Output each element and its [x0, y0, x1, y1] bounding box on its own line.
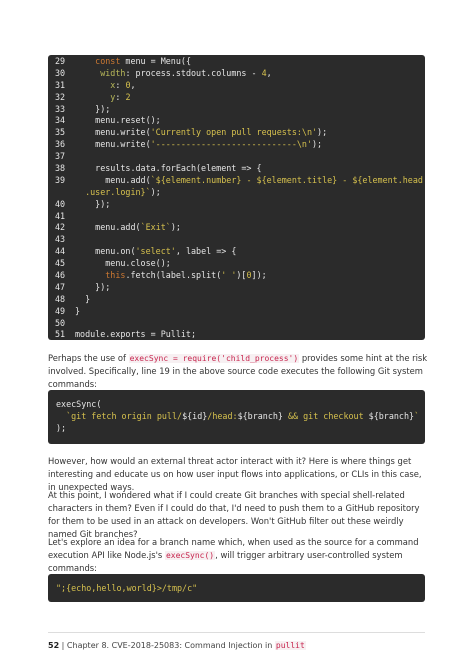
line-number: 46 [55, 270, 66, 281]
page-number: 52 [48, 641, 60, 650]
code-token: '----------------------------\n' [150, 139, 312, 150]
code-token: `Exit` [140, 222, 171, 233]
line-number: 35 [55, 127, 66, 138]
code-token: ${branch} [237, 410, 283, 421]
code-token: menu.write( [75, 127, 151, 138]
paragraph-text: , will trigger arbitrary user-controlled system commands: [48, 550, 403, 573]
paragraph-git-branches: At this point, I wondered what if I could create Git branches with special shell-related characters in them? Even if I could do that, I'd need to push them to a GitHub repository for them to be used in an attack on developers. Won't GitHub filter out these weirdly named Git branches? [48, 490, 420, 539]
code-token: && git checkout [282, 410, 369, 421]
line-number: 37 [55, 151, 66, 162]
code-line [55, 294, 419, 306]
line-number: 32 [55, 91, 66, 102]
code-token: width [100, 67, 126, 78]
code-line [55, 163, 419, 175]
code-token: menu.write( [75, 139, 151, 150]
payload-string: ";{echo,hello,world}>/tmp/c" [56, 583, 198, 593]
code-token: menu.add( [75, 174, 151, 185]
paragraph-text: Let's explore an idea for a branch name which, when used as the source for a command execution API like Node.js's [48, 537, 419, 560]
code-token [75, 270, 105, 280]
code-token: , [266, 67, 272, 78]
code-token: 2 [125, 91, 131, 102]
page-footer [48, 641, 306, 650]
code-line [55, 56, 419, 68]
code-token: module.exports = Pullit; [75, 329, 197, 340]
line-number: 33 [55, 103, 66, 114]
code-token [75, 187, 85, 197]
inline-code: execSync = require('child_process') [129, 354, 299, 363]
code-token: 0 [125, 79, 131, 90]
inline-code: pullit [275, 641, 305, 650]
code-token: }); [75, 103, 111, 114]
paragraph-threat-actor: However, how would an external threat actor interact with it? Here is where things get interesting and educate us on how user input flows into applications, or CLIs in this case, in unexpected ways. [48, 456, 422, 492]
line-number: 36 [55, 139, 66, 150]
line-number: 50 [55, 317, 66, 328]
code-token: this [105, 270, 126, 281]
line-number: 40 [55, 198, 66, 209]
code-line [55, 329, 419, 341]
line-number: 38 [55, 163, 66, 174]
paragraph-text: provides some hint at the risk involved. Specifically, line 19 in the above source code executes the following Git system commands: [48, 353, 428, 389]
line-number: 41 [55, 210, 66, 221]
line-number: 34 [55, 115, 66, 126]
code-line [55, 127, 419, 139]
code-line [56, 410, 420, 423]
code-token: .fetch(label.split( [125, 270, 222, 281]
code-line [55, 68, 419, 80]
line-number: 51 [55, 329, 66, 340]
code-token: : process.stdout.columns - [125, 67, 262, 78]
code-token: 0 [246, 270, 252, 281]
line-number: 29 [55, 56, 66, 66]
paragraph-text: Perhaps the use of [48, 353, 129, 363]
code-listing [48, 55, 425, 340]
code-token: ${branch} [368, 410, 415, 421]
code-token: }); [75, 198, 111, 209]
code-snippet-payload [48, 574, 425, 602]
code-token [75, 68, 100, 78]
code-token: 'select' [135, 246, 176, 257]
code-token: 4 [261, 67, 267, 78]
code-token: ${id} [182, 410, 208, 421]
code-line [55, 139, 419, 151]
code-line [55, 270, 419, 282]
code-line [55, 115, 419, 127]
footer-divider [48, 632, 425, 633]
code-token: } [75, 293, 91, 304]
code-token: execSync( [56, 399, 102, 409]
code-token: y [110, 91, 116, 102]
inline-code: execSync() [165, 551, 215, 560]
line-number: 45 [55, 258, 66, 269]
code-line [55, 282, 419, 294]
code-line [55, 187, 419, 199]
code-token: : [115, 79, 126, 90]
code-token: const [95, 56, 121, 66]
code-line [56, 399, 417, 411]
code-token: : [115, 91, 126, 102]
code-token: menu = Menu({ [120, 56, 191, 66]
chapter-title: | Chapter 8. CVE-2018-25083: Command Injection in [59, 641, 275, 650]
code-line [55, 174, 423, 187]
code-token [75, 80, 110, 90]
code-token: )[ [236, 270, 247, 281]
code-token: /head: [207, 410, 238, 421]
code-token: menu.reset(); [75, 115, 161, 126]
code-token: menu.add( [75, 222, 141, 233]
code-line [55, 246, 419, 258]
code-token [75, 92, 110, 102]
code-token: .user.login}` [85, 186, 151, 197]
code-line [55, 104, 419, 116]
code-snippet-execsync [48, 390, 425, 444]
code-line [55, 80, 419, 92]
code-token: menu.on( [75, 246, 136, 257]
code-line [55, 318, 419, 330]
code-token: ` [414, 410, 420, 421]
code-token: , [130, 79, 136, 90]
code-token: `git fetch origin pull/ [66, 410, 183, 421]
code-token: ); [312, 139, 323, 150]
code-token: ); [317, 127, 328, 138]
code-token: `${element.number} - ${element.title} - ${element.head [150, 174, 423, 185]
code-token: }); [75, 281, 111, 292]
code-token: ); [170, 222, 181, 233]
line-number: 31 [55, 79, 66, 90]
line-number: 49 [55, 305, 66, 316]
line-number: 47 [55, 281, 66, 292]
paragraph-branch-name-idea [48, 536, 430, 575]
code-line [55, 151, 419, 163]
code-token: , label => { [175, 246, 237, 257]
code-token: menu.close(); [75, 258, 171, 269]
code-token: ); [56, 422, 67, 433]
code-line [55, 222, 419, 234]
code-line [55, 306, 419, 318]
line-number: 44 [55, 246, 66, 257]
line-number: 42 [55, 222, 66, 233]
line-number: 48 [55, 293, 66, 304]
code-line [55, 199, 419, 211]
code-token [75, 56, 95, 66]
code-token [56, 411, 66, 421]
line-number: 30 [55, 67, 66, 78]
code-token: ); [150, 186, 161, 197]
code-token: } [75, 305, 81, 316]
code-token: 'Currently open pull requests:\n' [150, 127, 318, 138]
code-line [56, 423, 417, 435]
code-token: results.data.forEach(element => { [75, 163, 262, 174]
code-line [55, 92, 419, 104]
code-token: x [110, 79, 116, 90]
paragraph-exec-hint [48, 352, 430, 391]
line-number: 39 [55, 174, 66, 185]
code-token: ' ' [221, 270, 237, 281]
code-line [55, 258, 419, 270]
code-line [55, 234, 419, 246]
code-token: ]); [251, 270, 267, 281]
code-line [55, 211, 419, 223]
line-number: 43 [55, 234, 66, 245]
